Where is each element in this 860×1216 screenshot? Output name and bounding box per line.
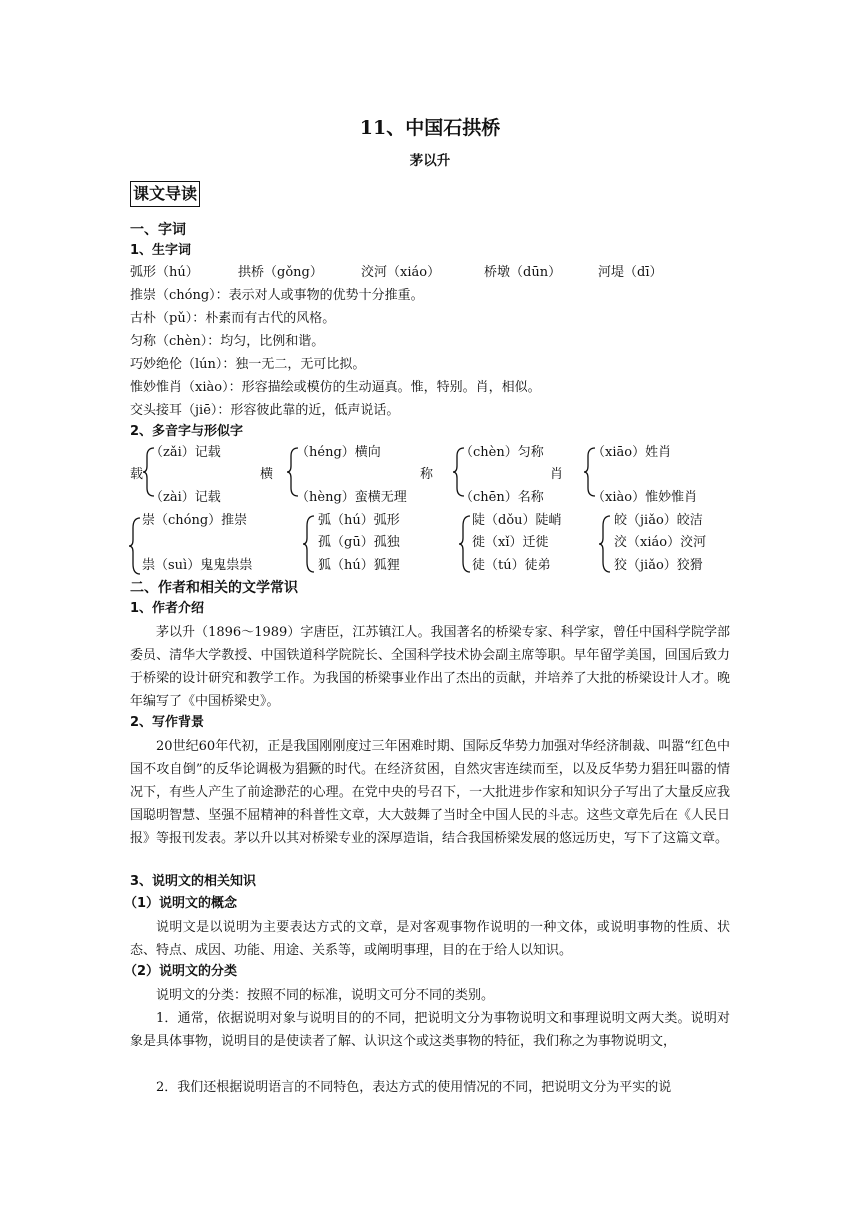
similar-char-item: 皎（jiǎo）皎洁 [614,513,703,528]
polyphone-reading: （zài）记载 [150,490,221,505]
polyphone-reading: （chēn）名称 [460,490,544,505]
paragraph-author-intro: 茅以升（1896～1989）字唐臣，江苏镇江人。我国著名的桥梁专家、科学家，曾任中国科学院学部委员、清华大学教授、中国铁道科学院院长、全国科学技术协会副主席等职。早年留学美国，回国后致力于桥梁的设计研究和教学工作。为我国的桥梁事业作出了杰出的贡献，并培养了大批的桥梁设计人才。晚年编写了《中国桥梁史》。 [130,625,730,709]
polyphone-char: 横 [260,467,274,482]
paragraph-classification-2: 2．我们还根据说明语言的不同特色，表达方式的使用情况的不同，把说明文分为平实的说 [156,1080,672,1095]
paragraph-classification-1: 1．通常，依据说明对象与说明目的的不同，把说明文分为事物说明文和事理说明文两大类。说明对象是具体事物，说明目的是使读者了解、认识这个或这类事物的特征，我们称之为事物说明文， [130,1011,730,1049]
polyphone-char: 肖 [550,467,564,482]
word-item: 桥墩（dūn） [484,265,562,280]
word-item: 弧形（hú） [130,265,199,280]
brace-icon [128,516,142,576]
subheading-polyphones: 2、多音字与形似字 [130,424,244,439]
definition-line: 惟妙惟肖（xiào）：形容描绘或模仿的生动逼真。惟，特别。肖，相似。 [130,380,541,395]
word-item: 河堤（dī） [598,265,663,280]
polyphone-reading: （xiāo）姓肖 [592,445,672,460]
heading-vocabulary: 一、字词 [130,222,186,238]
similar-char-item: 孤（gū）孤独 [318,535,400,550]
similar-char-item: 狡（jiǎo）狡猾 [614,558,703,573]
similar-char-item: 徒（tú）徒弟 [472,558,551,573]
similar-char-item: 狐（hú）狐狸 [318,558,400,573]
subheading-background: 2、写作背景 [130,715,205,730]
brace-icon [458,514,472,574]
subheading-author-intro: 1、作者介绍 [130,601,205,616]
similar-char-item: 崇（chóng）推崇 [142,513,248,528]
definition-line: 巧妙绝伦（lún）：独一无二，无可比拟。 [130,357,366,372]
similar-char-item: 弧（hú）弧形 [318,513,400,528]
paragraph-concept: 说明文是以说明为主要表达方式的文章，是对客观事物作说明的一种文体，或说明事物的性质、状态、特点、成因、功能、用途、关系等，或阐明事理，目的在于给人以知识。 [130,920,730,958]
similar-char-item: 洨（xiáo）洨河 [614,535,707,550]
similar-char-item: 徙（xǐ）迁徙 [472,535,549,550]
word-item: 洨河（xiáo） [361,265,441,280]
polyphone-reading: （héng）横向 [296,445,381,460]
definition-line: 古朴（pǔ）：朴素而有古代的风格。 [130,311,336,326]
polyphone-char: 载 [130,467,144,482]
similar-char-item: 陡（dǒu）陡峭 [472,513,562,528]
polyphone-reading: （chèn）匀称 [460,445,544,460]
heading-author-knowledge: 二、作者和相关的文学常识 [130,580,298,596]
definition-line: 交头接耳（jiē）：形容彼此靠的近，低声说话。 [130,403,400,418]
word-item: 拱桥（gǒng） [238,265,323,280]
brace-icon [598,514,612,574]
paragraph-classification: 说明文的分类：按照不同的标准，说明文可分不同的类别。 [156,988,495,1003]
polyphone-reading: （xiào）惟妙惟肖 [592,490,698,505]
section-box-label: 课文导读 [130,181,200,207]
polyphone-reading: （hèng）蛮横无理 [296,490,407,505]
definition-line: 匀称（chèn）：均匀，比例和谐。 [130,334,325,349]
subheading-concept: （1）说明文的概念 [124,896,238,911]
definition-line: 推崇（chóng）：表示对人或事物的优势十分推重。 [130,288,424,303]
subheading-classification: （2）说明文的分类 [124,964,238,979]
subheading-new-words: 1、生字词 [130,243,192,258]
author-name: 茅以升 [409,153,451,169]
polyphone-char: 称 [420,467,434,482]
brace-icon [302,514,316,574]
polyphone-reading: （zǎi）记载 [150,445,221,460]
similar-char-item: 祟（suì）鬼鬼祟祟 [142,558,253,573]
paragraph-background: 20世纪60年代初，正是我国刚刚度过三年困难时期、国际反华势力加强对华经济制裁、叫嚣“红色中国不攻自倒”的反华论调极为猖獗的时代。在经济贫困，自然灾害连续而至，以及反华势力猖狂叫嚣的情况下，有些人产生了前途渺茫的心理。在党中央的号召下，一大批进步作家和知识分子写出了大量反应我国聪明智慧、坚强不屈精神的科普性文章，大大鼓舞了当时全中国人民的斗志。这些文章先后在《人民日报》等报刊发表。茅以升以其对桥梁专业的深厚造诣，结合我国桥梁发展的悠远历史，写下了这篇文章。 [130,739,730,846]
subheading-expository-knowledge: 3、说明文的相关知识 [130,874,257,889]
page-title: 11、中国石拱桥 [359,117,501,139]
